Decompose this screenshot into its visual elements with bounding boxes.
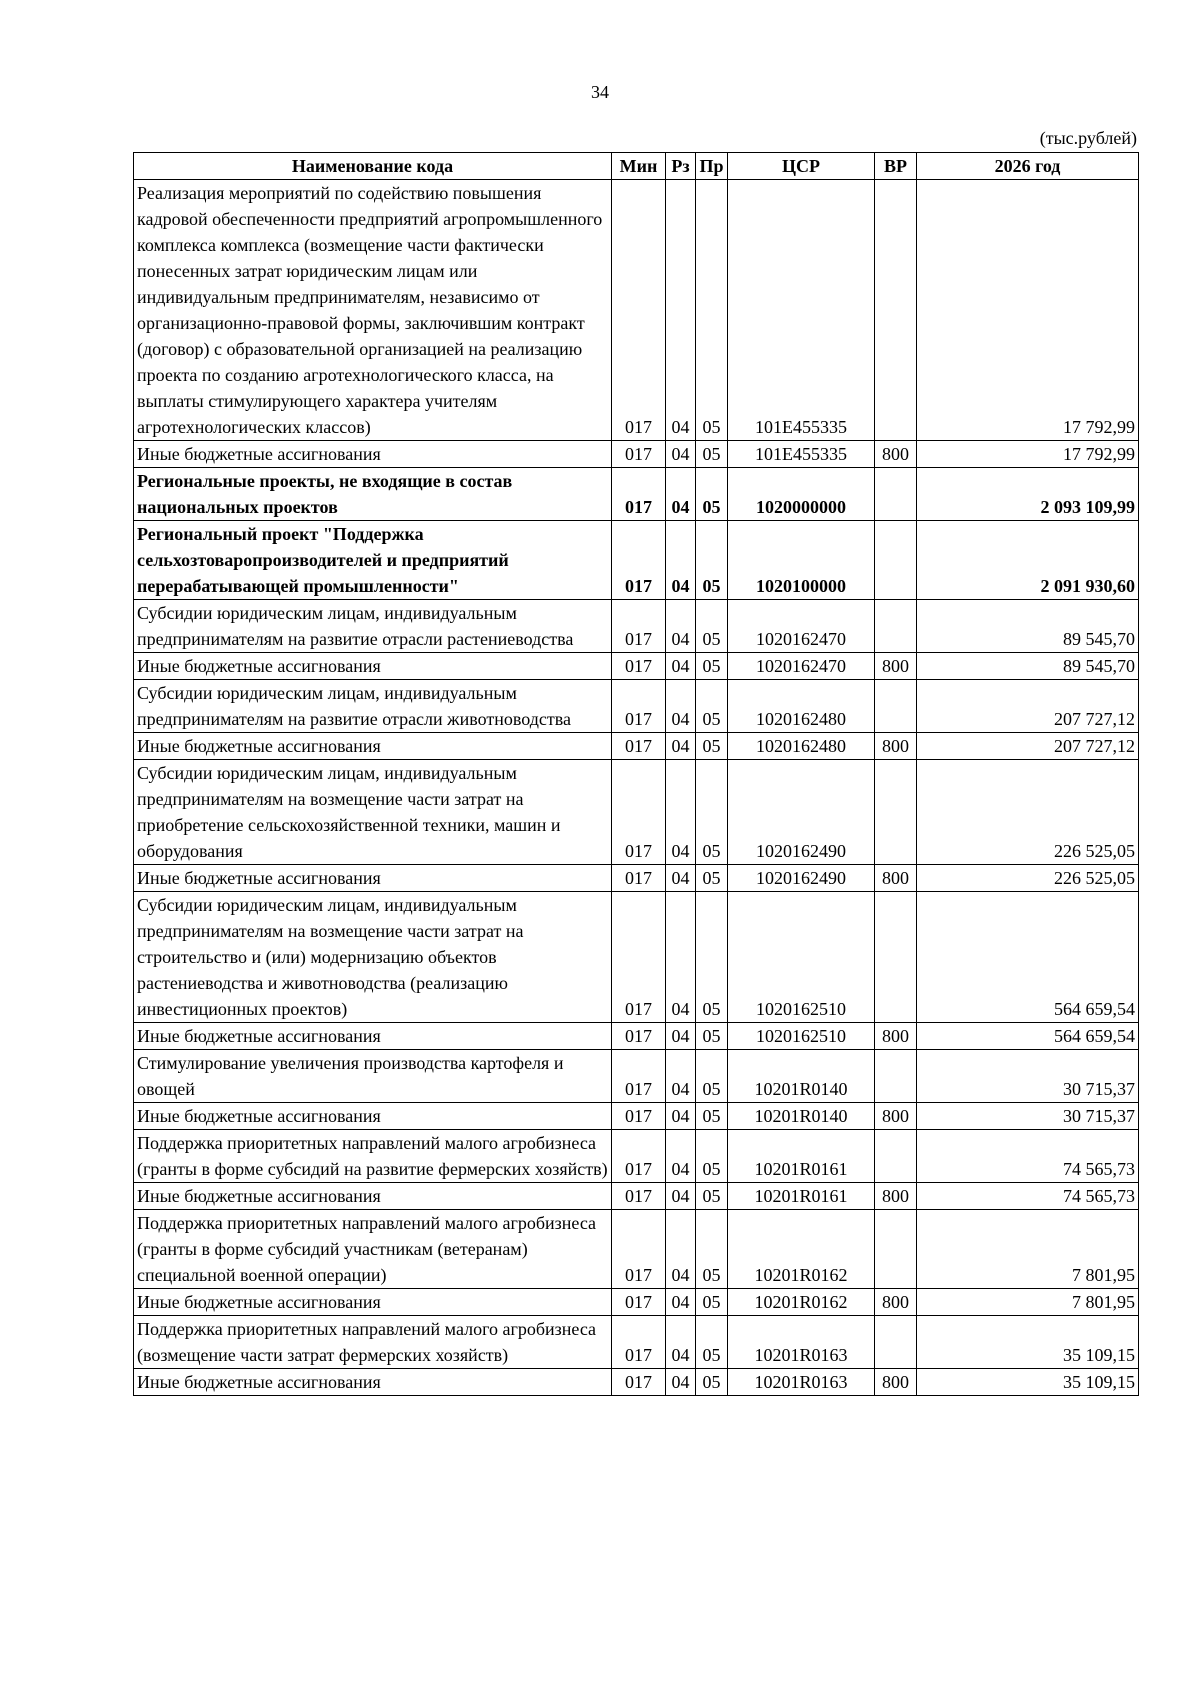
cell-name: Поддержка приоритетных направлений малого агробизнеса (гранты в форме субсидий на развитие фермерских хозяйств) — [134, 1130, 612, 1183]
cell-vr: 800 — [875, 733, 917, 760]
header-vr: ВР — [875, 153, 917, 180]
budget-table — [133, 152, 1139, 1396]
cell-amount: 30 715,37 — [917, 1050, 1139, 1103]
cell-csr: 1020162470 — [728, 653, 875, 680]
cell-amount: 89 545,70 — [917, 600, 1139, 653]
cell-vr — [875, 1050, 917, 1103]
cell-vr: 800 — [875, 441, 917, 468]
cell-csr: 10201R0162 — [728, 1210, 875, 1289]
cell-min: 017 — [612, 865, 666, 892]
table-row — [134, 1103, 1139, 1130]
cell-amount: 564 659,54 — [917, 892, 1139, 1023]
cell-name: Иные бюджетные ассигнования — [134, 1289, 612, 1316]
cell-name: Субсидии юридическим лицам, индивидуальным предпринимателям на развитие отрасли растениеводства — [134, 600, 612, 653]
cell-amount: 17 792,99 — [917, 180, 1139, 441]
cell-amount: 7 801,95 — [917, 1210, 1139, 1289]
cell-name: Субсидии юридическим лицам, индивидуальным предпринимателям на развитие отрасли животноводства — [134, 680, 612, 733]
cell-name: Иные бюджетные ассигнования — [134, 865, 612, 892]
cell-min: 017 — [612, 441, 666, 468]
cell-vr: 800 — [875, 865, 917, 892]
cell-rz: 04 — [666, 653, 696, 680]
cell-min: 017 — [612, 468, 666, 521]
cell-name: Иные бюджетные ассигнования — [134, 1183, 612, 1210]
cell-pr: 05 — [696, 1210, 728, 1289]
cell-rz: 04 — [666, 1210, 696, 1289]
cell-pr: 05 — [696, 733, 728, 760]
cell-csr: 10201R0161 — [728, 1130, 875, 1183]
cell-vr — [875, 180, 917, 441]
header-csr: ЦСР — [728, 153, 875, 180]
cell-min: 017 — [612, 892, 666, 1023]
cell-amount: 35 109,15 — [917, 1369, 1139, 1396]
cell-csr: 101E455335 — [728, 441, 875, 468]
cell-rz: 04 — [666, 733, 696, 760]
table-row — [134, 468, 1139, 521]
cell-pr: 05 — [696, 760, 728, 865]
cell-pr: 05 — [696, 1130, 728, 1183]
cell-min: 017 — [612, 1023, 666, 1050]
cell-name: Иные бюджетные ассигнования — [134, 653, 612, 680]
cell-vr — [875, 1316, 917, 1369]
cell-pr: 05 — [696, 468, 728, 521]
cell-min: 017 — [612, 1369, 666, 1396]
table-row — [134, 1130, 1139, 1183]
cell-rz: 04 — [666, 468, 696, 521]
cell-vr — [875, 521, 917, 600]
cell-vr: 800 — [875, 653, 917, 680]
cell-vr — [875, 1210, 917, 1289]
table-header-row — [134, 153, 1139, 180]
cell-csr: 10201R0140 — [728, 1103, 875, 1130]
cell-min: 017 — [612, 1183, 666, 1210]
cell-pr: 05 — [696, 1316, 728, 1369]
cell-name: Субсидии юридическим лицам, индивидуальным предпринимателям на возмещение части затрат на приобретение сельскохозяйственной техники, машин и оборудования — [134, 760, 612, 865]
cell-csr: 1020162510 — [728, 1023, 875, 1050]
cell-name: Иные бюджетные ассигнования — [134, 1103, 612, 1130]
header-rz: Рз — [666, 153, 696, 180]
table-row — [134, 1023, 1139, 1050]
cell-csr: 1020100000 — [728, 521, 875, 600]
cell-name: Иные бюджетные ассигнования — [134, 733, 612, 760]
cell-csr: 1020162480 — [728, 680, 875, 733]
table-row — [134, 441, 1139, 468]
cell-csr: 1020162490 — [728, 865, 875, 892]
cell-amount: 7 801,95 — [917, 1289, 1139, 1316]
cell-pr: 05 — [696, 600, 728, 653]
cell-csr: 10201R0163 — [728, 1316, 875, 1369]
cell-rz: 04 — [666, 600, 696, 653]
cell-pr: 05 — [696, 1023, 728, 1050]
cell-csr: 1020000000 — [728, 468, 875, 521]
cell-amount: 30 715,37 — [917, 1103, 1139, 1130]
table-row — [134, 733, 1139, 760]
header-year: 2026 год — [917, 153, 1139, 180]
cell-name: Стимулирование увеличения производства картофеля и овощей — [134, 1050, 612, 1103]
cell-rz: 04 — [666, 441, 696, 468]
table-row — [134, 600, 1139, 653]
cell-pr: 05 — [696, 1050, 728, 1103]
cell-pr: 05 — [696, 653, 728, 680]
cell-pr: 05 — [696, 1369, 728, 1396]
cell-amount: 35 109,15 — [917, 1316, 1139, 1369]
cell-min: 017 — [612, 521, 666, 600]
cell-rz: 04 — [666, 1050, 696, 1103]
table-row — [134, 180, 1139, 441]
table-row — [134, 760, 1139, 865]
cell-vr: 800 — [875, 1369, 917, 1396]
cell-vr — [875, 760, 917, 865]
cell-name: Субсидии юридическим лицам, индивидуальным предпринимателям на возмещение части затрат на строительство и (или) модернизацию объектов растениеводства и животноводства (реализацию инвестиционных проектов) — [134, 892, 612, 1023]
cell-vr: 800 — [875, 1103, 917, 1130]
cell-vr: 800 — [875, 1023, 917, 1050]
cell-name: Иные бюджетные ассигнования — [134, 1023, 612, 1050]
cell-amount: 74 565,73 — [917, 1183, 1139, 1210]
cell-csr: 10201R0162 — [728, 1289, 875, 1316]
cell-amount: 207 727,12 — [917, 680, 1139, 733]
cell-pr: 05 — [696, 1103, 728, 1130]
cell-rz: 04 — [666, 865, 696, 892]
cell-pr: 05 — [696, 865, 728, 892]
cell-min: 017 — [612, 1289, 666, 1316]
cell-pr: 05 — [696, 521, 728, 600]
table-row — [134, 1183, 1139, 1210]
cell-min: 017 — [612, 733, 666, 760]
cell-csr: 1020162510 — [728, 892, 875, 1023]
cell-min: 017 — [612, 653, 666, 680]
page-number: 34 — [591, 82, 609, 102]
cell-name: Иные бюджетные ассигнования — [134, 441, 612, 468]
cell-amount: 207 727,12 — [917, 733, 1139, 760]
cell-amount: 2 091 930,60 — [917, 521, 1139, 600]
cell-rz: 04 — [666, 1130, 696, 1183]
cell-vr: 800 — [875, 1183, 917, 1210]
cell-csr: 1020162490 — [728, 760, 875, 865]
cell-vr — [875, 600, 917, 653]
cell-vr — [875, 680, 917, 733]
cell-min: 017 — [612, 760, 666, 865]
cell-amount: 564 659,54 — [917, 1023, 1139, 1050]
cell-pr: 05 — [696, 892, 728, 1023]
cell-name: Региональные проекты, не входящие в состав национальных проектов — [134, 468, 612, 521]
cell-amount: 74 565,73 — [917, 1130, 1139, 1183]
header-pr: Пр — [696, 153, 728, 180]
cell-min: 017 — [612, 180, 666, 441]
header-name: Наименование кода — [134, 153, 612, 180]
cell-pr: 05 — [696, 1289, 728, 1316]
header-min: Мин — [612, 153, 666, 180]
cell-min: 017 — [612, 680, 666, 733]
cell-amount: 17 792,99 — [917, 441, 1139, 468]
table-row — [134, 1050, 1139, 1103]
cell-csr: 10201R0161 — [728, 1183, 875, 1210]
cell-rz: 04 — [666, 760, 696, 865]
cell-amount: 226 525,05 — [917, 865, 1139, 892]
table-row — [134, 1289, 1139, 1316]
cell-name: Поддержка приоритетных направлений малого агробизнеса (гранты в форме субсидий участникам (ветеранам) специальной военной операции) — [134, 1210, 612, 1289]
cell-rz: 04 — [666, 1316, 696, 1369]
cell-min: 017 — [612, 1103, 666, 1130]
cell-csr: 10201R0140 — [728, 1050, 875, 1103]
units-label: (тыс.рублей) — [1039, 128, 1137, 148]
cell-amount: 2 093 109,99 — [917, 468, 1139, 521]
cell-pr: 05 — [696, 441, 728, 468]
cell-min: 017 — [612, 1050, 666, 1103]
cell-csr: 10201R0163 — [728, 1369, 875, 1396]
cell-rz: 04 — [666, 1369, 696, 1396]
cell-rz: 04 — [666, 1289, 696, 1316]
cell-pr: 05 — [696, 180, 728, 441]
cell-rz: 04 — [666, 180, 696, 441]
cell-rz: 04 — [666, 1183, 696, 1210]
table-row — [134, 680, 1139, 733]
cell-rz: 04 — [666, 1023, 696, 1050]
cell-csr: 101E455335 — [728, 180, 875, 441]
cell-vr — [875, 892, 917, 1023]
table-row — [134, 1369, 1139, 1396]
cell-min: 017 — [612, 1210, 666, 1289]
cell-min: 017 — [612, 1316, 666, 1369]
cell-csr: 1020162480 — [728, 733, 875, 760]
table-row — [134, 892, 1139, 1023]
cell-vr: 800 — [875, 1289, 917, 1316]
cell-name: Реализация мероприятий по содействию повышения кадровой обеспеченности предприятий агропромышленного комплекса комплекса (возмещение части фактически понесенных затрат юридическим лицам или индивидуальным предпринимателям, независимо от организационно-правовой формы, заключившим контракт (договор) с образовательной организацией на реализацию проекта по созданию агротехнологического класса, на выплаты стимулирующего характера учителям агротехнологических классов) — [134, 180, 612, 441]
cell-rz: 04 — [666, 892, 696, 1023]
cell-name: Поддержка приоритетных направлений малого агробизнеса (возмещение части затрат фермерских хозяйств) — [134, 1316, 612, 1369]
cell-vr — [875, 468, 917, 521]
table-body — [134, 180, 1139, 1396]
cell-name: Региональный проект "Поддержка сельхозтоваропроизводителей и предприятий перерабатывающей промышленности" — [134, 521, 612, 600]
cell-pr: 05 — [696, 1183, 728, 1210]
table-row — [134, 1210, 1139, 1289]
table-row — [134, 1316, 1139, 1369]
cell-min: 017 — [612, 600, 666, 653]
table-row — [134, 521, 1139, 600]
table-row — [134, 865, 1139, 892]
cell-csr: 1020162470 — [728, 600, 875, 653]
cell-vr — [875, 1130, 917, 1183]
cell-amount: 89 545,70 — [917, 653, 1139, 680]
cell-min: 017 — [612, 1130, 666, 1183]
cell-amount: 226 525,05 — [917, 760, 1139, 865]
cell-pr: 05 — [696, 680, 728, 733]
table-row — [134, 653, 1139, 680]
cell-rz: 04 — [666, 1103, 696, 1130]
cell-rz: 04 — [666, 521, 696, 600]
cell-name: Иные бюджетные ассигнования — [134, 1369, 612, 1396]
cell-rz: 04 — [666, 680, 696, 733]
